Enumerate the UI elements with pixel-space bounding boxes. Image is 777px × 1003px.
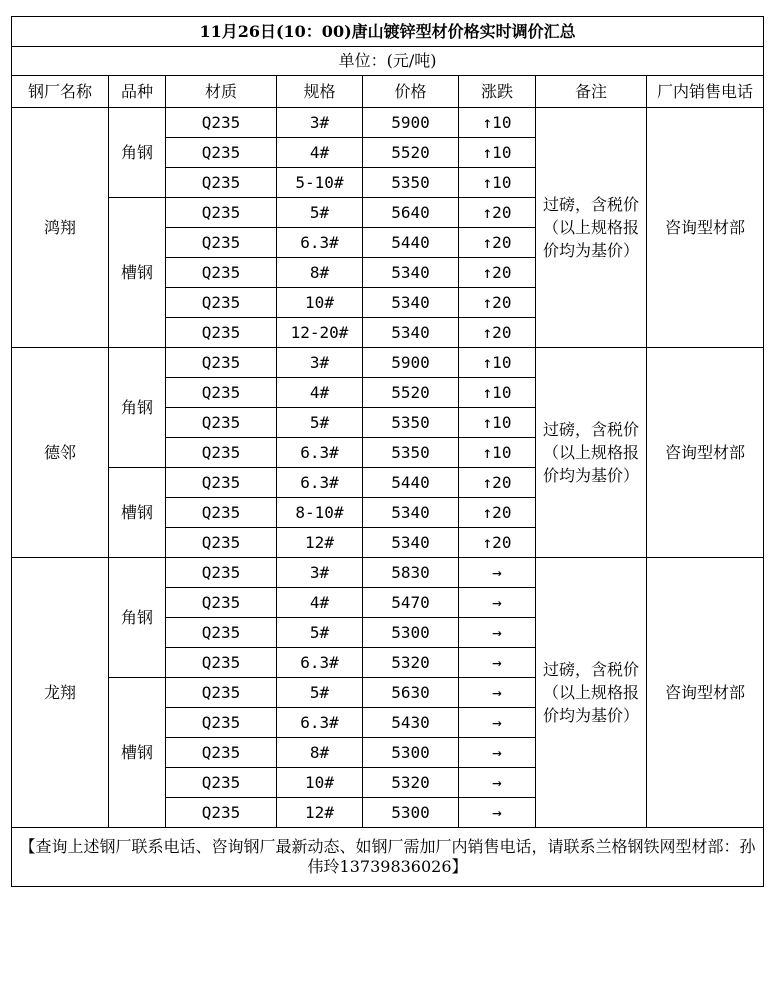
header-spec: 规格 — [277, 76, 363, 108]
material-cell: Q235 — [166, 138, 277, 168]
spec-cell: 4# — [277, 138, 363, 168]
header-category: 品种 — [109, 76, 166, 108]
material-cell: Q235 — [166, 738, 277, 768]
material-cell: Q235 — [166, 648, 277, 678]
material-cell: Q235 — [166, 768, 277, 798]
material-cell: Q235 — [166, 258, 277, 288]
price-cell: 5350 — [363, 438, 459, 468]
spec-cell: 3# — [277, 108, 363, 138]
header-phone: 厂内销售电话 — [647, 76, 764, 108]
price-cell: 5430 — [363, 708, 459, 738]
price-cell: 5340 — [363, 498, 459, 528]
change-cell: → — [459, 768, 536, 798]
material-cell: Q235 — [166, 318, 277, 348]
spec-cell: 5# — [277, 678, 363, 708]
price-cell: 5340 — [363, 528, 459, 558]
material-cell: Q235 — [166, 288, 277, 318]
change-cell: ↑20 — [459, 198, 536, 228]
spec-cell: 5-10# — [277, 168, 363, 198]
spec-cell: 6.3# — [277, 468, 363, 498]
price-cell: 5350 — [363, 408, 459, 438]
material-cell: Q235 — [166, 528, 277, 558]
change-cell: → — [459, 558, 536, 588]
spec-cell: 12# — [277, 528, 363, 558]
price-cell: 5340 — [363, 258, 459, 288]
price-cell: 5300 — [363, 618, 459, 648]
spec-cell: 6.3# — [277, 228, 363, 258]
price-cell: 5320 — [363, 648, 459, 678]
table-row — [12, 348, 764, 378]
spec-cell: 5# — [277, 408, 363, 438]
phone-cell: 咨询型材部 — [647, 348, 764, 558]
header-material: 材质 — [166, 76, 277, 108]
change-cell: → — [459, 648, 536, 678]
header-mill: 钢厂名称 — [12, 76, 109, 108]
category-name: 槽钢 — [109, 468, 166, 558]
change-cell: ↑10 — [459, 168, 536, 198]
note-cell: 过磅，含税价（以上规格报价均为基价） — [536, 108, 647, 348]
material-cell: Q235 — [166, 378, 277, 408]
spec-cell: 6.3# — [277, 708, 363, 738]
phone-cell: 咨询型材部 — [647, 558, 764, 828]
mill-name: 德邻 — [12, 348, 109, 558]
change-cell: ↑10 — [459, 348, 536, 378]
spec-cell: 6.3# — [277, 648, 363, 678]
change-cell: ↑10 — [459, 378, 536, 408]
change-cell: ↑10 — [459, 138, 536, 168]
spec-cell: 5# — [277, 618, 363, 648]
material-cell: Q235 — [166, 168, 277, 198]
price-cell: 5340 — [363, 318, 459, 348]
price-cell: 5640 — [363, 198, 459, 228]
change-cell: ↑20 — [459, 318, 536, 348]
footer-note: 【查询上述钢厂联系电话、咨询钢厂最新动态、如钢厂需加厂内销售电话，请联系兰格钢铁网型材部：孙伟玲13739836026】 — [12, 828, 764, 887]
table-row — [12, 108, 764, 138]
price-cell: 5630 — [363, 678, 459, 708]
category-name: 角钢 — [109, 348, 166, 468]
note-cell: 过磅，含税价（以上规格报价均为基价） — [536, 558, 647, 828]
change-cell: ↑10 — [459, 438, 536, 468]
header-row — [12, 76, 764, 108]
material-cell: Q235 — [166, 408, 277, 438]
category-name: 槽钢 — [109, 678, 166, 828]
change-cell: ↑20 — [459, 228, 536, 258]
material-cell: Q235 — [166, 108, 277, 138]
material-cell: Q235 — [166, 798, 277, 828]
change-cell: ↑20 — [459, 288, 536, 318]
price-cell: 5300 — [363, 738, 459, 768]
unit-label: 单位：(元/吨) — [12, 47, 764, 76]
change-cell: ↑20 — [459, 498, 536, 528]
price-cell: 5350 — [363, 168, 459, 198]
price-cell: 5470 — [363, 588, 459, 618]
spec-cell: 10# — [277, 768, 363, 798]
category-name: 槽钢 — [109, 198, 166, 348]
price-cell: 5520 — [363, 138, 459, 168]
price-cell: 5340 — [363, 288, 459, 318]
price-cell: 5900 — [363, 348, 459, 378]
page-title: 11月26日(10：00)唐山镀锌型材价格实时调价汇总 — [12, 17, 764, 47]
change-cell: → — [459, 738, 536, 768]
price-cell: 5300 — [363, 798, 459, 828]
material-cell: Q235 — [166, 468, 277, 498]
material-cell: Q235 — [166, 228, 277, 258]
change-cell: → — [459, 588, 536, 618]
price-cell: 5900 — [363, 108, 459, 138]
category-name: 角钢 — [109, 558, 166, 678]
mill-name: 龙翔 — [12, 558, 109, 828]
change-cell: ↑10 — [459, 108, 536, 138]
material-cell: Q235 — [166, 678, 277, 708]
material-cell: Q235 — [166, 498, 277, 528]
material-cell: Q235 — [166, 618, 277, 648]
material-cell: Q235 — [166, 708, 277, 738]
spec-cell: 3# — [277, 348, 363, 378]
table-row — [12, 558, 764, 588]
header-price: 价格 — [363, 76, 459, 108]
phone-cell: 咨询型材部 — [647, 108, 764, 348]
change-cell: ↑20 — [459, 468, 536, 498]
change-cell: ↑20 — [459, 528, 536, 558]
spec-cell: 8# — [277, 258, 363, 288]
spec-cell: 5# — [277, 198, 363, 228]
change-cell: → — [459, 618, 536, 648]
spec-cell: 12# — [277, 798, 363, 828]
header-change: 涨跌 — [459, 76, 536, 108]
header-note: 备注 — [536, 76, 647, 108]
spec-cell: 4# — [277, 588, 363, 618]
change-cell: → — [459, 798, 536, 828]
spec-cell: 8# — [277, 738, 363, 768]
material-cell: Q235 — [166, 198, 277, 228]
material-cell: Q235 — [166, 438, 277, 468]
price-cell: 5440 — [363, 468, 459, 498]
material-cell: Q235 — [166, 558, 277, 588]
change-cell: → — [459, 678, 536, 708]
spec-cell: 6.3# — [277, 438, 363, 468]
price-cell: 5830 — [363, 558, 459, 588]
change-cell: ↑10 — [459, 408, 536, 438]
spec-cell: 12-20# — [277, 318, 363, 348]
spec-cell: 3# — [277, 558, 363, 588]
price-cell: 5440 — [363, 228, 459, 258]
change-cell: → — [459, 708, 536, 738]
spec-cell: 8-10# — [277, 498, 363, 528]
material-cell: Q235 — [166, 348, 277, 378]
price-cell: 5520 — [363, 378, 459, 408]
spec-cell: 4# — [277, 378, 363, 408]
spec-cell: 10# — [277, 288, 363, 318]
material-cell: Q235 — [166, 588, 277, 618]
price-cell: 5320 — [363, 768, 459, 798]
note-cell: 过磅，含税价（以上规格报价均为基价） — [536, 348, 647, 558]
category-name: 角钢 — [109, 108, 166, 198]
price-table — [11, 16, 764, 887]
change-cell: ↑20 — [459, 258, 536, 288]
mill-name: 鸿翔 — [12, 108, 109, 348]
